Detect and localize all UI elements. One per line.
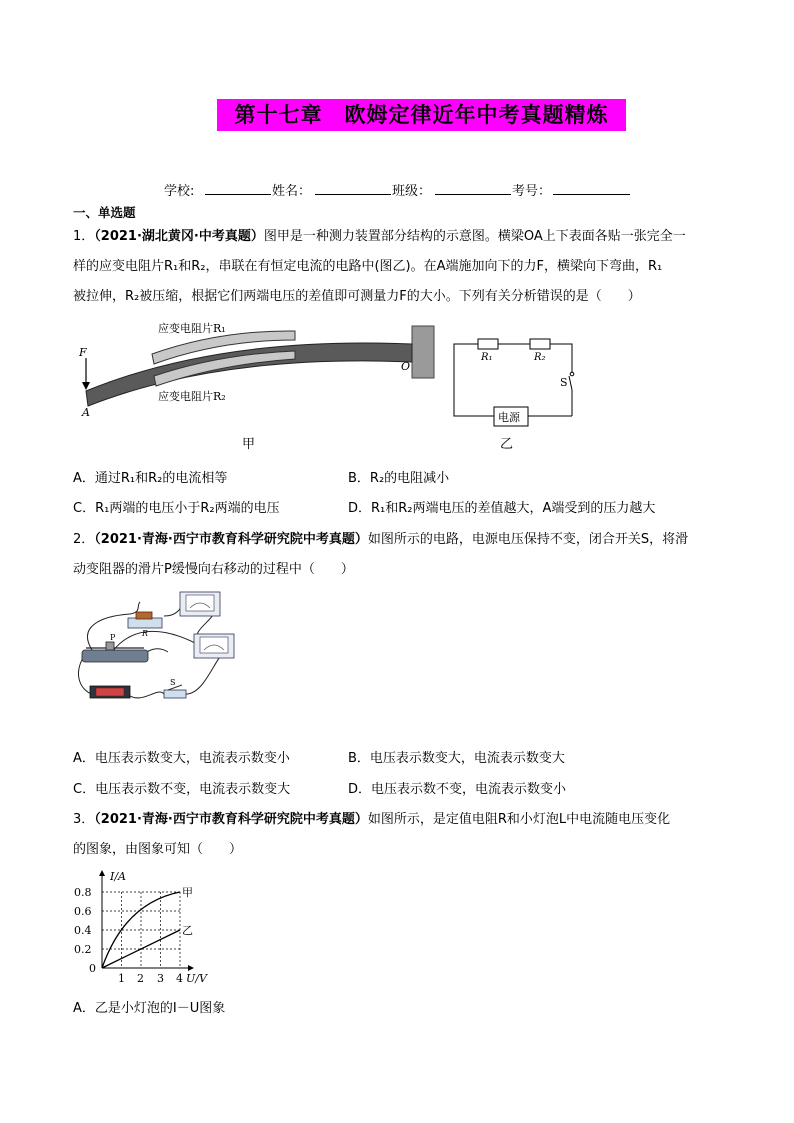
arrow-head-icon — [82, 382, 90, 390]
y-tick-label: 0.6 — [74, 905, 92, 918]
question-2-line1 — [73, 525, 721, 555]
curve-jia-label: 甲 — [182, 886, 193, 899]
question-3-line2: 的图象，由图象可知（ ） — [73, 842, 243, 857]
label-P: P — [110, 633, 116, 642]
question-source: （2021·湖北黄冈·中考真题） — [94, 229, 264, 244]
number-blank[interactable] — [553, 182, 630, 195]
x-tick-label: 1 — [118, 972, 125, 985]
q2-option-c[interactable]: C．电压表示数不变，电流表示数变大 — [73, 782, 291, 797]
x-axis-label: U/V — [186, 972, 207, 985]
question-1-text — [73, 222, 721, 312]
x-tick-label: 4 — [176, 972, 183, 985]
question-source: （2021·青海·西宁市教育科学研究院中考真题） — [94, 812, 368, 827]
question-2-line2: 动变阻器的滑片P缓慢向右移动的过程中（ ） — [73, 562, 354, 577]
label-S: S — [170, 678, 176, 687]
y-tick-label: 0.8 — [74, 886, 92, 899]
switch-s[interactable] — [569, 376, 572, 390]
label-R: R — [142, 629, 149, 638]
label-F: F — [79, 346, 87, 359]
question-2-text — [73, 525, 721, 585]
wire-top-right — [550, 344, 572, 372]
q3-graph — [72, 868, 232, 988]
resistor-r2 — [530, 339, 550, 349]
y-tick-label: 0.4 — [74, 924, 92, 937]
q1-figure-beam — [70, 318, 445, 453]
label-S: S — [560, 376, 568, 389]
q3-option-a[interactable]: A．乙是小灯泡的I－U图象 — [73, 1001, 226, 1016]
question-stem: 图甲是一种测力装置部分结构的示意图。横梁OA上下表面各贴一张完全一 — [263, 229, 686, 244]
y-axis-label: I/A — [110, 870, 126, 883]
q1-option-c[interactable]: C．R₁两端的电压小于R₂两端的电压 — [73, 501, 280, 516]
switch-contact — [570, 372, 574, 376]
label-r2-gauge: 应变电阻片R₂ — [158, 390, 226, 403]
battery-cell — [96, 688, 124, 696]
beam — [86, 343, 412, 406]
q2-figure — [72, 586, 242, 708]
x-axis-arrow-icon — [188, 965, 194, 971]
label-R2: R₂ — [534, 352, 546, 363]
x-tick-label: 2 — [137, 972, 144, 985]
q2-option-a[interactable]: A．电压表示数变大，电流表示数变小 — [73, 751, 290, 766]
class-blank[interactable] — [435, 182, 511, 195]
q1-option-a[interactable]: A．通过R₁和R₂的电流相等 — [73, 471, 228, 486]
question-1-line2: 样的应变电阻片R₁和R₂，串联在有恒定电流的电路中(图乙)。在A端施加向下的力F，横梁向下弯曲，R₁ — [73, 259, 663, 274]
question-1-line3: 被拉伸，R₂被压缩，根据它们两端电压的差值即可测量力F的大小。下列有关分析错误的是（ ） — [73, 289, 641, 304]
question-number: 1． — [73, 229, 95, 244]
name-blank[interactable] — [315, 182, 391, 195]
label-R1: R₁ — [481, 352, 493, 363]
question-number: 2． — [73, 532, 95, 547]
x-tick-label: 3 — [157, 972, 164, 985]
question-3-text — [73, 805, 721, 865]
caption-yi: 乙 — [500, 437, 514, 452]
label-O: O — [401, 360, 411, 373]
grid — [102, 892, 180, 968]
number-label: 考号： — [512, 184, 552, 199]
line-yi — [102, 930, 180, 968]
wire — [127, 692, 164, 698]
q1-option-b[interactable]: B．R₂的电阻减小 — [348, 471, 450, 486]
y-tick-label: 0 — [89, 962, 96, 975]
section-heading: 一、单选题 — [73, 205, 136, 220]
resistor-r1 — [478, 339, 498, 349]
question-source: （2021·青海·西宁市教育科学研究院中考真题） — [94, 532, 368, 547]
question-3-line1 — [73, 805, 721, 835]
y-axis-arrow-icon — [99, 870, 105, 876]
wire — [184, 654, 222, 694]
school-blank[interactable] — [205, 182, 271, 195]
slider-p[interactable] — [106, 642, 114, 650]
page-title: 第十七章 欧姆定律近年中考真题精炼 — [217, 99, 626, 131]
q2-option-b[interactable]: B．电压表示数变大，电流表示数变大 — [348, 751, 565, 766]
q1-figure-circuit — [448, 330, 578, 455]
class-label: 班级： — [392, 184, 432, 199]
question-number: 3． — [73, 812, 95, 827]
q1-option-d[interactable]: D．R₁和R₂两端电压的差值越大，A端受到的压力越大 — [348, 501, 656, 516]
switch[interactable] — [164, 690, 186, 698]
school-label: 学校: — [164, 184, 195, 199]
name-label: 姓名： — [272, 184, 312, 199]
label-r1-gauge: 应变电阻片R₁ — [158, 322, 226, 335]
question-stem: 如图所示，是定值电阻R和小灯泡L中电流随电压变化 — [367, 812, 671, 827]
line-yi-label: 乙 — [182, 924, 193, 937]
q2-option-d[interactable]: D．电压表示数不变，电流表示数变小 — [348, 782, 567, 797]
question-1-line1 — [73, 222, 721, 252]
resistor-r — [136, 612, 152, 619]
label-A: A — [82, 406, 90, 419]
rheostat[interactable] — [82, 650, 148, 662]
base-plate — [128, 618, 162, 628]
power-source-label: 电源 — [498, 411, 520, 424]
question-stem: 如图所示的电路，电源电压保持不变，闭合开关S，将滑 — [367, 532, 689, 547]
y-tick-label: 0.2 — [74, 943, 92, 956]
caption-jia: 甲 — [242, 437, 256, 452]
wire — [164, 602, 182, 616]
wall-block — [412, 326, 434, 378]
